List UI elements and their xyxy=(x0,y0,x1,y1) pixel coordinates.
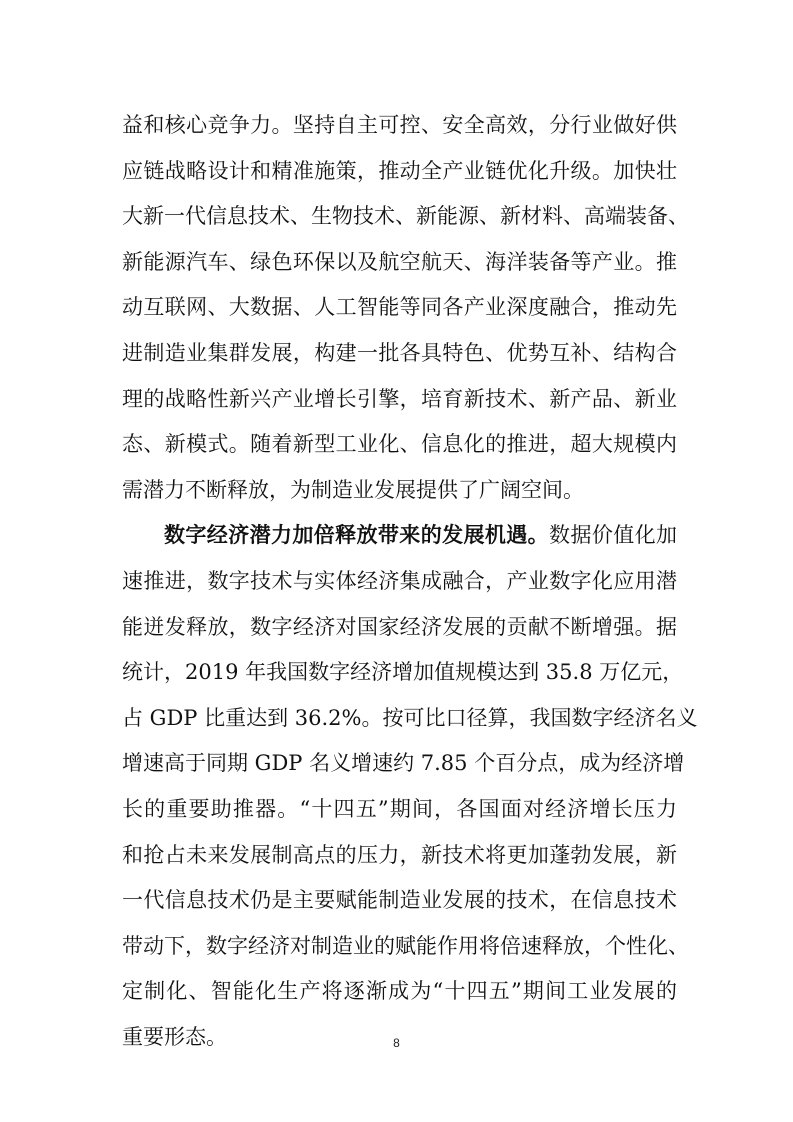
text-line: 长的重要助推器。“十四五”期间，各国面对经济增长压力 xyxy=(122,796,677,821)
text-line: 理的战略性新兴产业增长引擎，培育新技术、新产品、新业 xyxy=(122,386,677,411)
text-run: 数据价值化加 xyxy=(549,523,678,548)
text-line: 重要形态。 xyxy=(122,1024,227,1049)
text-line: 带动下，数字经济对制造业的赋能作用将倍速释放，个性化、 xyxy=(122,933,689,958)
text-line: 增速高于同期 GDP 名义增速约 7.85 个百分点，成为经济增 xyxy=(122,751,685,776)
text-line: 速推进，数字技术与实体经济集成融合，产业数字化应用潜 xyxy=(122,568,677,593)
paragraph-2 xyxy=(122,513,698,1060)
text-line: 态、新模式。随着新型工业化、信息化的推进，超大规模内 xyxy=(122,432,677,457)
body-text xyxy=(122,103,698,1060)
paragraph-1 xyxy=(122,103,689,513)
text-line: 应链战略设计和精准施策，推动全产业链优化升级。加快壮 xyxy=(122,158,677,183)
text-line: 进制造业集群发展，构建一批各具特色、优势互补、结构合 xyxy=(122,340,677,365)
text-line: 益和核心竞争力。坚持自主可控、安全高效，分行业做好供 xyxy=(122,113,677,137)
text-line: 定制化、智能化生产将逐渐成为“十四五”期间工业发展的 xyxy=(122,979,677,1004)
text-line: 动互联网、大数据、人工智能等同各产业深度融合，推动先 xyxy=(122,295,677,320)
page-number: 8 xyxy=(393,1036,400,1050)
text-line: 统计，2019 年我国数字经济增加值规模达到 35.8 万亿元， xyxy=(122,660,684,685)
paragraph-first-line xyxy=(122,513,677,559)
text-line: 和抢占未来发展制高点的压力，新技术将更加蓬勃发展，新 xyxy=(122,842,677,867)
text-line: 占 GDP 比重达到 36.2%。按可比口径算，我国数字经济名义 xyxy=(122,705,698,730)
text-line: 能迸发释放，数字经济对国家经济发展的贡献不断增强。据 xyxy=(122,614,677,639)
text-line: 需潜力不断释放，为制造业发展提供了广阔空间。 xyxy=(122,477,584,502)
text-line: 新能源汽车、绿色环保以及航空航天、海洋装备等产业。推 xyxy=(122,249,677,274)
text-line: 大新一代信息技术、生物技术、新能源、新材料、高端装备、 xyxy=(122,204,689,229)
text-line: 一代信息技术仍是主要赋能制造业发展的技术，在信息技术 xyxy=(122,888,677,913)
paragraph-heading: 数字经济潜力加倍释放带来的发展机遇。 xyxy=(164,523,550,548)
